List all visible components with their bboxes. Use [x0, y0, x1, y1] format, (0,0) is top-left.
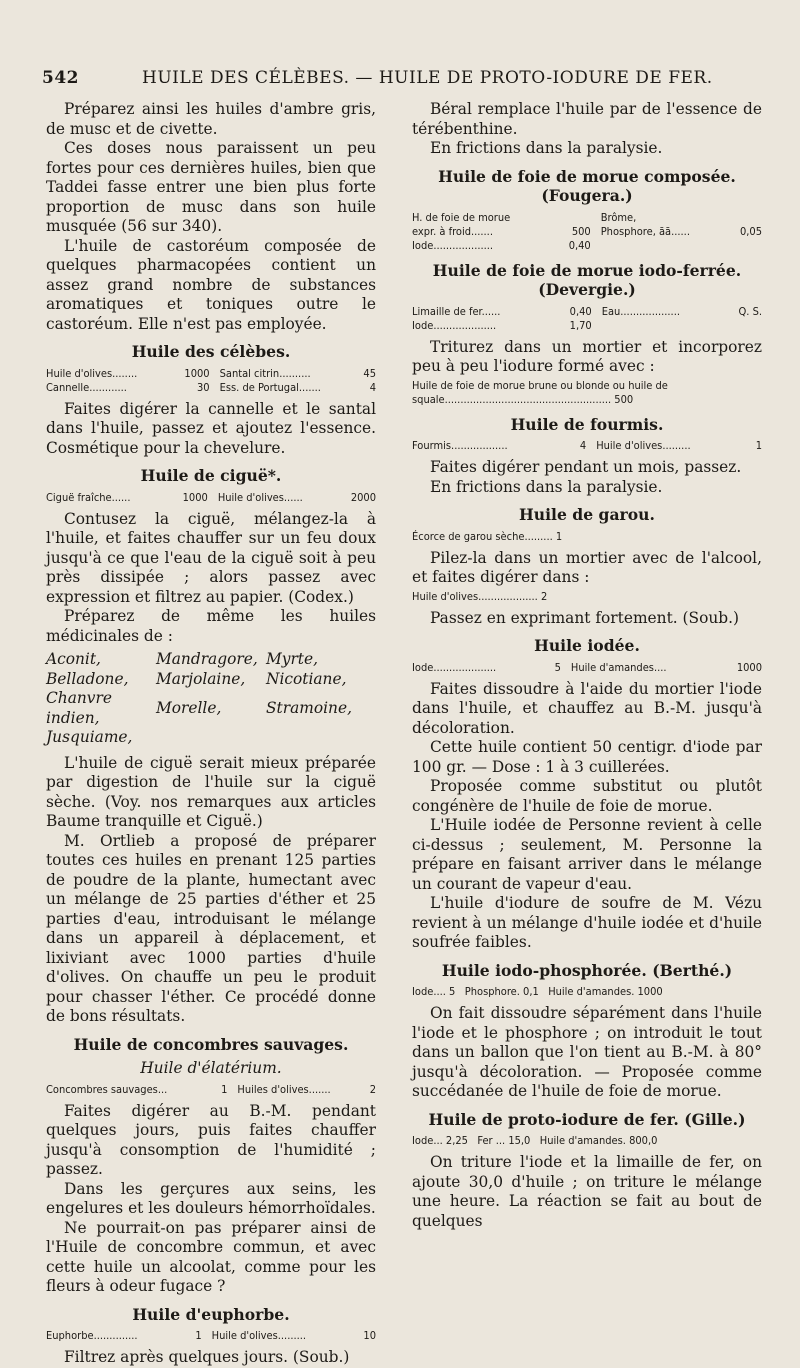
paragraph: L'huile d'iodure de soufre de M. Vézu revient à un mélange d'huile iodée et d'huile soufrée faibles.	[412, 894, 762, 951]
running-title: HUILE DES CÉLÈBES. — HUILE DE PROTO-IODURE DE FER.	[142, 68, 713, 88]
right-column	[412, 100, 762, 1231]
ingredient: Limaille de fer......	[412, 304, 501, 318]
quantity: 2	[369, 1082, 376, 1096]
ingredient: Huile d'olives.........	[596, 439, 691, 452]
formula-line: Iode... 2,25 Fer ... 15,0 Huile d'amandes. 800,0	[412, 1134, 658, 1147]
paragraph: Triturez dans un mortier et incorporez peu à peu l'iodure formé avec :	[412, 337, 762, 375]
plant-name: Mandragore,	[156, 650, 258, 668]
formula-table	[412, 661, 762, 675]
plant-name: Chanvre indien,	[46, 689, 112, 727]
quantity	[730, 211, 762, 225]
plant-name: Belladone,	[46, 669, 129, 688]
ingredient: H. de foie de morue	[412, 210, 511, 224]
quantity: 1000	[182, 490, 208, 504]
plant-name: Myrte,	[266, 650, 318, 668]
quantity: 500	[571, 224, 591, 238]
paragraph: On fait dissoudre séparément dans l'huile l'iode et le phosphore ; on introduit le tout dans un ballon que l'on tient au B.-M. à 80° jusqu'à décoloration. — Proposée comme succédanée de l'huile de foie de morue.	[412, 1004, 762, 1100]
quantity: 1	[221, 1082, 228, 1096]
quantity: 1	[755, 439, 762, 452]
ingredient: Ess. de Portugal.......	[219, 380, 321, 394]
ingredient: Huiles d'olives.......	[237, 1082, 331, 1096]
plant-name: Jusquiame,	[46, 728, 133, 746]
paragraph: Proposée comme substitut ou plutôt congénère de l'huile de foie de morue.	[412, 777, 762, 815]
section-heading: Huile de proto-iodure de fer. (Gille.)	[428, 1109, 746, 1129]
ingredient: Huile d'olives........	[46, 366, 138, 380]
quantity: 1000	[184, 366, 210, 380]
paragraph: Ne pourrait-on pas préparer ainsi de l'Huile de concombre commun, et avec cette huile un alcoolat, comme pour les fleurs à odeur fugace ?	[46, 1218, 376, 1295]
paragraph: Filtrez après quelques jours. (Soub.)	[64, 1348, 350, 1366]
running-header	[42, 68, 772, 94]
quantity: 2000	[350, 490, 376, 504]
section-heading: Huile de foie de morue composée. (Fougera.)	[438, 166, 736, 205]
page-number: 542	[42, 68, 79, 88]
quantity: 0,40	[569, 304, 592, 318]
section-heading: Huile de concombres sauvages.	[73, 1034, 349, 1054]
section-heading: Huile iodo-phosphorée. (Berthé.)	[441, 960, 733, 980]
section-subheading: Huile d'élatérium.	[140, 1059, 282, 1077]
ingredient: Eau...................	[601, 304, 680, 318]
quantity: 1,70	[569, 318, 592, 332]
plant-name: Marjolaine,	[156, 669, 246, 688]
plant-name: Nicotiane,	[266, 669, 347, 688]
ingredient: Euphorbe..............	[46, 1329, 138, 1342]
paragraph: Faites digérer la cannelle et le santal dans l'huile, passez et ajoutez l'essence. Cosmétique pour la chevelure.	[46, 399, 376, 457]
paragraph: Ces doses nous paraissent un peu fortes pour ces dernières huiles, bien que Taddei fasse entrer une bien plus forte proportion de musc dans son huile musquée (56 sur 340).	[46, 139, 376, 235]
ingredient: Iode....................	[412, 318, 497, 332]
plant-name: Stramoine,	[266, 698, 352, 717]
section-heading: Huile iodée.	[534, 636, 640, 655]
plant-name: Morelle,	[156, 698, 222, 717]
section-heading: Huile des célèbes.	[131, 342, 291, 361]
paragraph: Béral remplace l'huile par de l'essence de térébenthine.	[412, 100, 762, 138]
formula-table	[46, 491, 376, 505]
formula-table	[46, 1083, 376, 1097]
formula-line: Écorce de garou sèche......... 1	[412, 529, 563, 543]
quantity: 5	[554, 660, 561, 674]
plant-list	[46, 650, 376, 748]
paragraph: Préparez ainsi les huiles d'ambre gris, de musc et de civette.	[46, 100, 376, 138]
quantity: 4	[369, 380, 376, 394]
quantity: 0,40	[568, 238, 591, 252]
formula-table	[46, 367, 376, 395]
ingredient: Fourmis..................	[412, 439, 508, 452]
ingredient: Huile d'amandes....	[570, 660, 667, 674]
section-heading: Huile de fourmis.	[510, 414, 664, 434]
quantity: Q. S.	[738, 304, 762, 318]
quantity: 0,05	[739, 224, 762, 238]
section-heading: Huile de garou.	[519, 505, 655, 524]
formula-line: Huile d'olives................... 2	[412, 589, 548, 603]
paragraph: Pilez-la dans un mortier avec de l'alcool, et faites digérer dans :	[412, 548, 762, 586]
ingredient: Iode...................	[412, 238, 494, 252]
left-column	[46, 100, 376, 1368]
quantity: 30	[197, 380, 210, 394]
paragraph: L'huile de ciguë serait mieux préparée par digestion de l'huile sur la ciguë sèche. (Voy. nos remarques aux articles Baume tranquille et Ciguë.)	[46, 753, 376, 830]
paragraph: En frictions dans la paralysie.	[430, 477, 663, 496]
paragraph: Cette huile contient 50 centigr. d'iode par 100 gr. — Dose : 1 à 3 cuillerées.	[412, 738, 762, 776]
ingredient: Cannelle............	[46, 380, 127, 394]
formula-table	[412, 305, 762, 333]
paragraph: Contusez la ciguë, mélangez-la à l'huile, et faites chauffer sur un feu doux jusqu'à ce que l'eau de la ciguë soit à peu près dissipée ; alors passez avec expression et filtrez au papier. (Codex.)	[46, 509, 376, 606]
formula-line: Iode.... 5 Phosphore. 0,1 Huile d'amandes. 1000	[412, 985, 663, 998]
paragraph: Dans les gerçures aux seins, les engelures et les douleurs hémorrhoïdales.	[46, 1179, 376, 1217]
ingredient: Santal citrin..........	[219, 366, 311, 380]
formula-table	[412, 439, 762, 453]
quantity: 4	[579, 439, 587, 452]
formula-table	[46, 1329, 376, 1343]
paragraph: L'Huile iodée de Personne revient à celle ci-dessus ; seulement, M. Personne la prépare en faisant arriver dans le mélange un courant de vapeur d'eau.	[412, 816, 762, 893]
plant-name: Aconit,	[46, 650, 101, 668]
paragraph: Faites digérer pendant un mois, passez.	[430, 458, 742, 476]
quantity: 45	[363, 366, 376, 380]
paragraph: M. Ortlieb a proposé de préparer toutes ces huiles en prenant 125 parties de poudre de la plante, humectant avec un mélange de 25 parties d'éther et 25 parties d'eau, introduisant le mélange dans un appareil à déplacement, et lixiviant avec 1000 parties d'huile d'olives. On chauffe un peu le produit pour chasser l'éther. Ce procédé donne de bons résultats.	[46, 831, 376, 1025]
ingredient: Concombres sauvages...	[46, 1082, 168, 1096]
section-heading: Huile de ciguë*.	[140, 466, 282, 485]
paragraph: En frictions dans la paralysie.	[430, 139, 663, 157]
ingredient: Ciguë fraîche......	[46, 490, 131, 504]
paragraph: Faites digérer au B.-M. pendant quelques jours, puis faites chauffer jusqu'à consomption de l'humidité ; passez.	[46, 1101, 376, 1178]
paragraph: Faites dissoudre à l'aide du mortier l'iode dans l'huile, et chauffez au B.-M. jusqu'à décoloration.	[412, 679, 762, 737]
ingredient: expr. à froid.......	[412, 224, 493, 238]
paragraph: On triture l'iode et la limaille de fer, on ajoute 30,0 d'huile ; on triture le mélange une heure. La réaction se fait au bout de quelques	[412, 1153, 762, 1230]
formula-table	[412, 211, 762, 253]
paragraph: L'huile de castoréum composée de quelques pharmacopées contient un assez grand nombre de substances aromatiques et toniques outre le castoréum. Elle n'est pas employée.	[46, 236, 376, 333]
quantity: 10	[363, 1329, 376, 1342]
ingredient: Huile d'olives......	[217, 490, 303, 504]
formula-line: Huile de foie de morue brune ou blonde ou huile de squale..................................................... 500	[412, 378, 668, 406]
quantity: 1000	[736, 660, 762, 674]
paragraph: Passez en exprimant fortement. (Soub.)	[430, 608, 740, 627]
ingredient: Brôme,	[600, 210, 637, 224]
ingredient: Phosphore, āā......	[600, 224, 690, 238]
section-heading: Huile d'euphorbe.	[132, 1304, 290, 1324]
quantity	[554, 211, 600, 225]
paragraph: Préparez de même les huiles médicinales de :	[46, 607, 376, 645]
quantity: 1	[195, 1329, 202, 1342]
ingredient: Iode....................	[412, 660, 497, 674]
section-heading: Huile de foie de morue iodo-ferrée. (Devergie.)	[432, 260, 742, 299]
ingredient: Huile d'olives.........	[211, 1329, 307, 1342]
